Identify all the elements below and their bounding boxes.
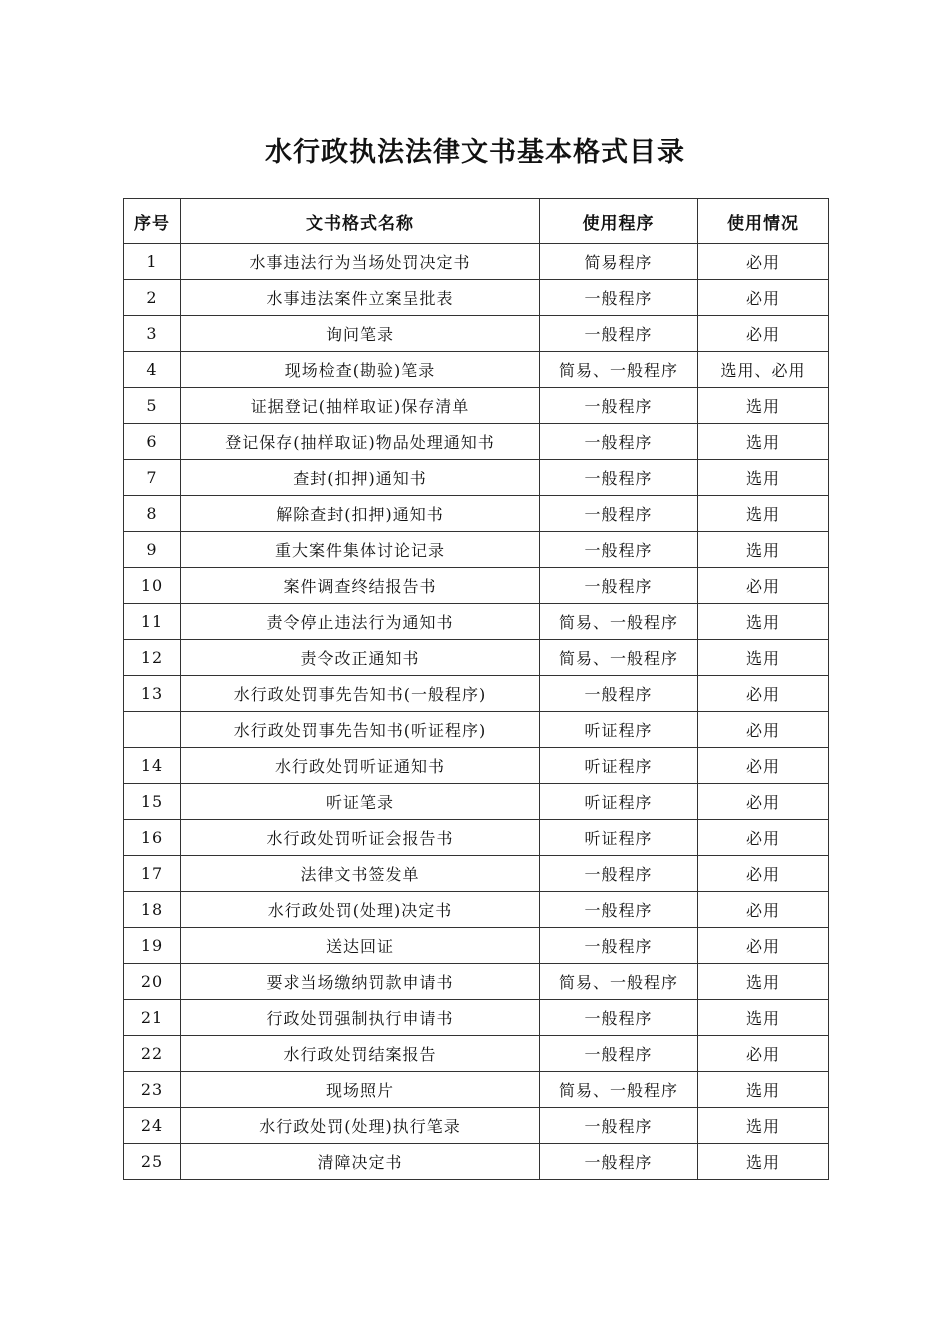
table-row [124,388,829,424]
header-document-name: 文书格式名称 [181,199,540,244]
header-usage: 使用情况 [698,199,829,244]
table-row [124,604,829,640]
table-row [124,496,829,532]
table-row [124,964,829,1000]
cell-document-name: 水事违法案件立案呈批表 [181,280,540,316]
table-row [124,460,829,496]
header-serial-number: 序号 [124,199,181,244]
cell-procedure: 一般程序 [540,928,698,964]
cell-serial-number: 25 [124,1144,181,1180]
cell-serial-number: 17 [124,856,181,892]
cell-usage: 必用 [698,676,829,712]
cell-document-name: 水行政处罚事先告知书(一般程序) [181,676,540,712]
table-row [124,748,829,784]
cell-serial-number: 10 [124,568,181,604]
table-row [124,1144,829,1180]
cell-serial-number: 22 [124,1036,181,1072]
cell-procedure: 听证程序 [540,820,698,856]
cell-serial-number: 19 [124,928,181,964]
table-row [124,316,829,352]
cell-document-name: 现场检查(勘验)笔录 [181,352,540,388]
cell-usage: 选用 [698,1000,829,1036]
cell-serial-number: 2 [124,280,181,316]
cell-usage: 必用 [698,568,829,604]
cell-document-name: 责令停止违法行为通知书 [181,604,540,640]
cell-document-name: 行政处罚强制执行申请书 [181,1000,540,1036]
cell-document-name: 水事违法行为当场处罚决定书 [181,244,540,280]
cell-procedure: 一般程序 [540,676,698,712]
table-row [124,676,829,712]
cell-usage: 必用 [698,892,829,928]
cell-serial-number: 23 [124,1072,181,1108]
cell-usage: 选用 [698,1108,829,1144]
cell-usage: 选用 [698,604,829,640]
cell-procedure: 听证程序 [540,784,698,820]
cell-serial-number: 21 [124,1000,181,1036]
cell-procedure: 一般程序 [540,388,698,424]
cell-usage: 选用 [698,532,829,568]
cell-document-name: 询问笔录 [181,316,540,352]
cell-usage: 必用 [698,244,829,280]
table-row [124,280,829,316]
table-row [124,244,829,280]
table-body [124,244,829,1180]
cell-procedure: 一般程序 [540,460,698,496]
cell-document-name: 水行政处罚事先告知书(听证程序) [181,712,540,748]
cell-document-name: 清障决定书 [181,1144,540,1180]
table-row [124,532,829,568]
table-row [124,712,829,748]
cell-serial-number: 20 [124,964,181,1000]
table-row [124,856,829,892]
cell-document-name: 查封(扣押)通知书 [181,460,540,496]
cell-usage: 必用 [698,748,829,784]
cell-document-name: 责令改正通知书 [181,640,540,676]
cell-serial-number: 1 [124,244,181,280]
cell-procedure: 一般程序 [540,496,698,532]
table-row [124,784,829,820]
cell-serial-number: 8 [124,496,181,532]
cell-procedure: 听证程序 [540,712,698,748]
cell-serial-number: 11 [124,604,181,640]
cell-procedure: 一般程序 [540,1108,698,1144]
cell-serial-number: 9 [124,532,181,568]
cell-procedure: 一般程序 [540,1000,698,1036]
table-header-row [124,199,829,244]
cell-document-name: 水行政处罚听证会报告书 [181,820,540,856]
cell-document-name: 要求当场缴纳罚款申请书 [181,964,540,1000]
cell-document-name: 案件调查终结报告书 [181,568,540,604]
cell-document-name: 登记保存(抽样取证)物品处理通知书 [181,424,540,460]
cell-usage: 选用 [698,1144,829,1180]
cell-procedure: 简易、一般程序 [540,1072,698,1108]
table-row [124,820,829,856]
table-row [124,424,829,460]
cell-serial-number: 15 [124,784,181,820]
cell-usage: 选用 [698,964,829,1000]
cell-procedure: 简易程序 [540,244,698,280]
cell-procedure: 一般程序 [540,856,698,892]
cell-document-name: 听证笔录 [181,784,540,820]
cell-procedure: 一般程序 [540,568,698,604]
cell-serial-number: 3 [124,316,181,352]
cell-usage: 选用、必用 [698,352,829,388]
cell-procedure: 一般程序 [540,1036,698,1072]
header-procedure: 使用程序 [540,199,698,244]
cell-usage: 选用 [698,460,829,496]
cell-serial-number: 5 [124,388,181,424]
table-row [124,1108,829,1144]
cell-usage: 必用 [698,712,829,748]
cell-procedure: 简易、一般程序 [540,352,698,388]
cell-serial-number [124,712,181,748]
cell-usage: 必用 [698,856,829,892]
cell-usage: 选用 [698,640,829,676]
cell-procedure: 简易、一般程序 [540,604,698,640]
cell-procedure: 一般程序 [540,280,698,316]
document-catalog-table [123,198,829,1180]
cell-usage: 选用 [698,1072,829,1108]
page-title: 水行政执法法律文书基本格式目录 [265,137,685,168]
cell-procedure: 一般程序 [540,892,698,928]
cell-serial-number: 18 [124,892,181,928]
table-row [124,352,829,388]
cell-document-name: 现场照片 [181,1072,540,1108]
cell-document-name: 重大案件集体讨论记录 [181,532,540,568]
table-row [124,1000,829,1036]
cell-usage: 必用 [698,784,829,820]
table-row [124,928,829,964]
cell-usage: 必用 [698,820,829,856]
cell-document-name: 法律文书签发单 [181,856,540,892]
cell-serial-number: 12 [124,640,181,676]
table-row [124,1036,829,1072]
cell-usage: 必用 [698,280,829,316]
cell-procedure: 一般程序 [540,1144,698,1180]
cell-procedure: 一般程序 [540,532,698,568]
cell-procedure: 一般程序 [540,316,698,352]
table-row [124,568,829,604]
cell-usage: 必用 [698,1036,829,1072]
cell-serial-number: 24 [124,1108,181,1144]
table-row [124,1072,829,1108]
table-row [124,640,829,676]
cell-serial-number: 14 [124,748,181,784]
cell-serial-number: 13 [124,676,181,712]
cell-procedure: 简易、一般程序 [540,640,698,676]
cell-usage: 选用 [698,388,829,424]
cell-document-name: 证据登记(抽样取证)保存清单 [181,388,540,424]
cell-usage: 选用 [698,496,829,532]
cell-usage: 选用 [698,424,829,460]
cell-usage: 必用 [698,316,829,352]
cell-serial-number: 6 [124,424,181,460]
cell-serial-number: 16 [124,820,181,856]
cell-procedure: 听证程序 [540,748,698,784]
cell-document-name: 送达回证 [181,928,540,964]
cell-procedure: 一般程序 [540,424,698,460]
cell-document-name: 水行政处罚(处理)执行笔录 [181,1108,540,1144]
cell-procedure: 简易、一般程序 [540,964,698,1000]
cell-document-name: 水行政处罚结案报告 [181,1036,540,1072]
cell-document-name: 水行政处罚(处理)决定书 [181,892,540,928]
cell-document-name: 解除查封(扣押)通知书 [181,496,540,532]
cell-usage: 必用 [698,928,829,964]
cell-document-name: 水行政处罚听证通知书 [181,748,540,784]
table-row [124,892,829,928]
cell-serial-number: 4 [124,352,181,388]
cell-serial-number: 7 [124,460,181,496]
